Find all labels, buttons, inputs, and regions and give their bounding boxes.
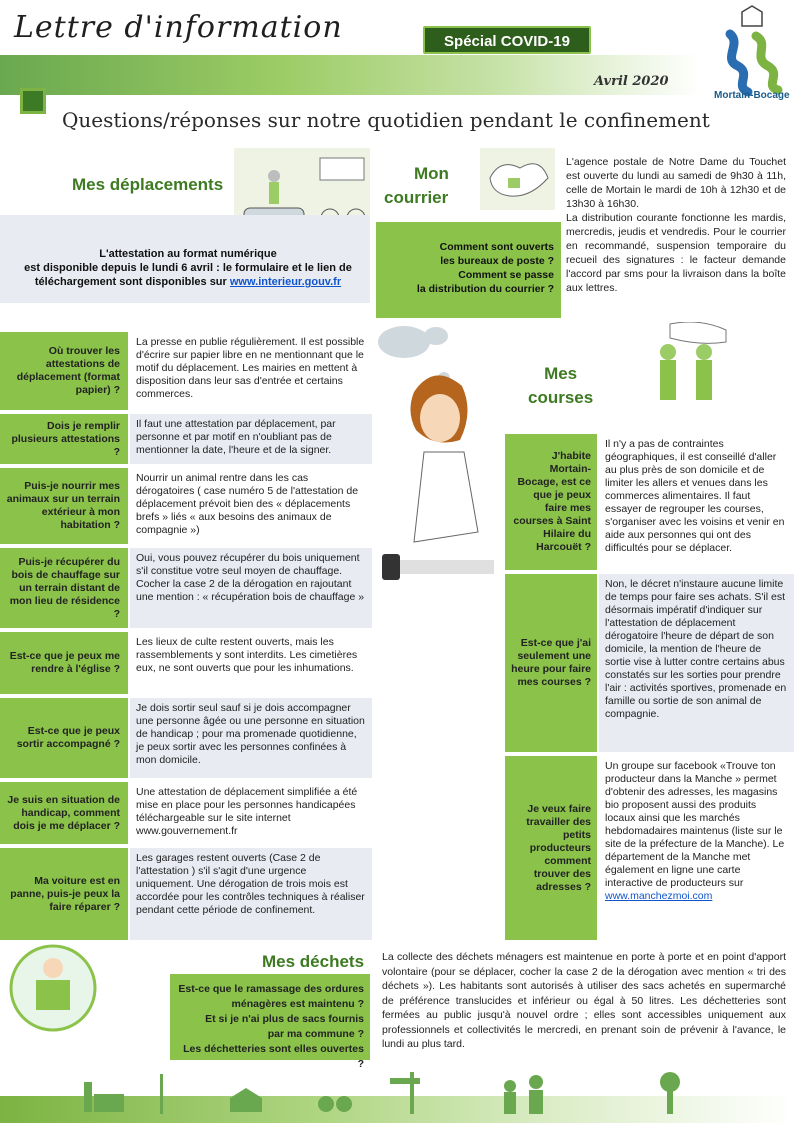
courses-question: J'habite Mortain-Bocage, est ce que je peux faire mes courses à Saint Hilaire du Harcouët ? — [505, 434, 597, 570]
interieur-link[interactable]: www.interieur.gouv.fr — [229, 276, 342, 288]
question-line: Comment se passe — [458, 269, 554, 281]
deplacement-answer: Les lieux de culte restent ouverts, mais les rassemblements y sont interdits. Les cimetières eux, ne sont ouverts que pour les inhumations. — [130, 632, 372, 694]
section-courrier-title — [384, 162, 449, 210]
courses-question: Je veux faire travailler des petits producteurs comment trouver des adresses ? — [505, 756, 597, 940]
question-line: ménagères est maintenu ? — [231, 998, 364, 1010]
deplacement-answer: Je dois sortir seul sauf si je dois accompagner une personne âgée ou une personne en situation de handicap ; pour ma promenade quotidienne, je peux sortir avec les personnes confinées à mon domicile. — [130, 698, 372, 778]
notice-line: téléchargement sont disponibles sur — [34, 276, 227, 288]
courrier-question — [384, 240, 554, 296]
mailbox-illustration — [480, 148, 555, 210]
question-line: Et si je n'ai plus de sacs fournis — [205, 1013, 364, 1025]
deplacement-answer: Il faut une attestation par déplacement, par personne et par motif en n'oubliant pas de mentionner la date, l'heure et de la signer. — [130, 414, 372, 464]
question-line: Est-ce que le ramassage des ordures — [178, 983, 364, 995]
courses-question: Est-ce que j'ai seulement une heure pour faire mes courses ? — [505, 574, 597, 752]
notice-line: L'attestation au format numérique — [99, 248, 277, 260]
section-courses-title — [528, 362, 593, 410]
courses-answer — [599, 756, 794, 940]
courses-title-line: Mes — [544, 364, 578, 383]
logo-label: Mortain-Bocage — [714, 90, 790, 101]
courses-title-line: courses — [528, 388, 594, 407]
deplacement-question: Ma voiture est en panne, puis-je peux la faire réparer ? — [0, 848, 128, 940]
answer-paragraph: L'agence postale de Notre Dame du Touchet est ouverte du lundi au samedi de 9h30 à 11h, celle de Mortain le mardi de 10h à 12h30 et de 13h30 à 16h30. — [566, 156, 786, 210]
thinking-woman-illustration — [374, 322, 502, 612]
shoppers-illustration — [630, 322, 738, 414]
question-line: les bureaux de poste ? — [440, 255, 554, 267]
question-line: Comment sont ouverts — [439, 241, 554, 253]
answer-paragraph: La distribution courante fonctionne les mardis, mercredis, jeudis et vendredis. Pour le courrier en recommandé, suspension temporaire du recueil des signatures : le facteur demande l'accord par sms pour la livraison dans la boîte aux lettres. — [566, 212, 786, 294]
question-line: la distribution du courrier ? — [416, 283, 554, 295]
courses-answer: Non, le décret n'instaure aucune limite de temps pour faire ses achats. S'il est désormais impératif d'indiquer sur l'attestation de déplacement dérogatoire l'heure de départ de son domicile, la mention de l'heure de sortie vise à lutter contre certains abus constatés sur les sorties pour prendre l'air : activités sportives, promenade en famille ou sortie de son animal de compagnie. — [599, 574, 794, 752]
title-square-icon — [20, 88, 46, 114]
section-dechets-title: Mes déchets — [262, 952, 365, 971]
question-line: Les déchetteries sont elles ouvertes ? — [183, 1043, 364, 1070]
producer-answer-text: Un groupe sur facebook «Trouve ton producteur dans la Manche » permet d'obtenir des adresses, les magasins bio proposent aussi des produits locaux ainsi que les marchés hebdomadaires maintenus (liste sur le site de la préfecture de la Manche). Le département de la Manche met également en ligne une carte interactive de producteurs sur — [605, 760, 785, 889]
courses-answer: Il n'y a pas de contraintes géographiques, il est conseillé d'aller au plus près de son domicile et de limiter les allers et venues dans les commerces alimentaires. Il faut essayer de regrouper les courses, s'organiser avec les voisins et venir en aide aux personnes qui ont des difficultés pour se déplacer. — [599, 434, 794, 570]
zero-waste-logo — [8, 932, 98, 1044]
manchezmoi-link[interactable]: www.manchezmoi.com — [605, 890, 713, 902]
mortain-bocage-logo — [712, 4, 792, 104]
dechets-question — [174, 982, 364, 1072]
courrier-title-line: Mon — [414, 164, 449, 183]
deplacement-question: Est-ce que je peux sortir accompagné ? — [0, 698, 128, 778]
newsletter-title: Lettre d'information — [14, 10, 343, 45]
deplacement-question: Dois je remplir plusieurs attestations ? — [0, 414, 128, 464]
deplacement-question: Puis-je récupérer du bois de chauffage sur un terrain distant de mon lieu de résidence ? — [0, 548, 128, 628]
courrier-title-line: courrier — [384, 188, 449, 207]
deplacement-answer: Nourrir un animal rentre dans les cas dérogatoires ( case numéro 5 de l'attestation de déplacement prévoit bien des « déplacements brefs » liés « aux besoins des animaux de compagnie ») — [130, 468, 372, 544]
covid-badge: Spécial COVID-19 — [423, 26, 591, 54]
courrier-answer — [566, 155, 786, 295]
deplacement-answer: La presse en publie régulièrement. Il est possible d'écrire sur papier libre en ne mentionnant que le motif du déplacement. Les mairies en mettent à disposition dans leur sas d'entrée et certains commerces. — [130, 332, 372, 410]
footer-silhouettes — [80, 1068, 760, 1120]
deplacement-answer: Les garages restent ouverts (Case 2 de l'attestation ) s'il s'agit d'une urgence uniquement. Une dérogation de trois mois est accordée pour les contrôles techniques à réaliser pendant cette période de confinement. — [130, 848, 372, 940]
notice-line: est disponible depuis le lundi 6 avril : le formulaire et le lien de — [24, 262, 352, 274]
attestation-notice — [8, 247, 368, 289]
issue-date: Avril 2020 — [594, 74, 669, 89]
deplacement-question: Puis-je nourrir mes animaux sur un terrain extérieur à mon habitation ? — [0, 468, 128, 544]
deplacement-answer: Oui, vous pouvez récupérer du bois uniquement s'il constitue votre seul moyen de chauffage. Cocher la case 2 de la dérogation en rajoutant une mention : « récupération bois de chauffage » — [130, 548, 372, 628]
question-line: par ma commune ? — [267, 1028, 364, 1040]
deplacement-question: Où trouver les attestations de déplacement (format papier) ? — [0, 332, 128, 410]
deplacement-question: Est-ce que je peux me rendre à l'église ? — [0, 632, 128, 694]
dechets-answer: La collecte des déchets ménagers est maintenue en porte à porte et en point d'apport volontaire (pour se déplacer, cocher la case 2 de la dérogation avec mention « tri des déchets »). Les habitants sont autorisés à utiliser des sacs achetés en supermarché de préférence translucides et inférieur ou égal à 50 litres. Les déchetteries sont fermées au public jusqu'à nouvel ordre ; elles sont accessibles uniquement aux professionnels et collectivités le mercredi, en prenant soin de prévenir à l'avance, le lundi au plus tard. — [382, 951, 786, 1050]
section-deplacements-title: Mes déplacements — [72, 175, 224, 194]
page-title: Questions/réponses sur notre quotidien pendant le confinement — [62, 108, 710, 132]
deplacement-question: Je suis en situation de handicap, comment dois je me déplacer ? — [0, 782, 128, 844]
deplacement-answer: Une attestation de déplacement simplifiée a été mise en place pour les personnes handicapées téléchargeable sur le site internet www.gouvernement.fr — [130, 782, 372, 844]
